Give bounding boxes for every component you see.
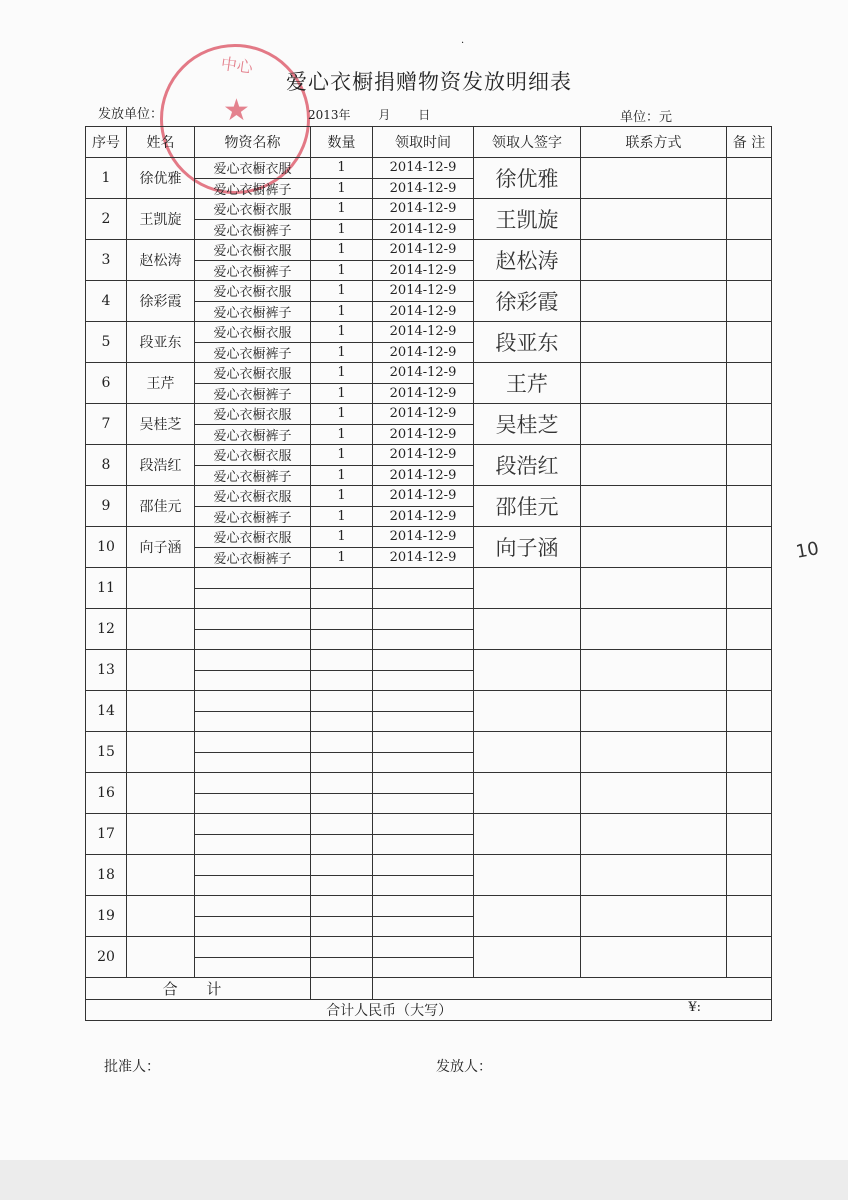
receive-date: 2014-12-9 [373, 547, 474, 568]
item-quantity: 1 [311, 301, 373, 322]
receive-date: 2014-12-9 [373, 424, 474, 445]
issuer-unit-label: 发放单位： [98, 107, 164, 122]
rmb-total-cell [86, 1000, 772, 1021]
document-title: 爱心衣橱捐赠物资发放明细表 [286, 70, 572, 94]
contact-cell [581, 732, 727, 773]
row-number: 10 [86, 527, 127, 568]
signature-cell [474, 855, 581, 896]
item-name: 爱心衣橱裤子 [195, 547, 311, 568]
remark-cell [727, 486, 772, 527]
receive-date: 2014-12-9 [373, 465, 474, 486]
item-quantity [311, 773, 373, 794]
table-row [86, 896, 772, 917]
remark-cell [727, 691, 772, 732]
signature-cell [474, 691, 581, 732]
contact-cell [581, 773, 727, 814]
receive-date: 2014-12-9 [373, 383, 474, 404]
handwritten-signature: 段亚东 [495, 331, 559, 355]
item-name: 爱心衣橱裤子 [195, 506, 311, 527]
table-row [86, 322, 772, 343]
receive-date [373, 752, 474, 773]
signature-cell [474, 486, 581, 527]
item-quantity [311, 650, 373, 671]
table-row [86, 814, 772, 835]
item-quantity [311, 588, 373, 609]
item-name: 爱心衣橱衣服 [195, 445, 311, 466]
receive-date: 2014-12-9 [373, 240, 474, 261]
item-name: 爱心衣橱裤子 [195, 424, 311, 445]
row-number: 20 [86, 937, 127, 978]
receive-date [373, 855, 474, 876]
handwritten-signature: 段浩红 [495, 454, 559, 478]
row-number: 8 [86, 445, 127, 486]
scan-bottom-edge [0, 1160, 848, 1200]
issue-day: 日 [418, 108, 431, 122]
row-number: 13 [86, 650, 127, 691]
table-row [86, 691, 772, 712]
recipient-name [127, 896, 195, 937]
item-quantity [311, 875, 373, 896]
issue-month: 月 [378, 108, 391, 122]
remark-cell [727, 527, 772, 568]
row-number: 17 [86, 814, 127, 855]
item-name: 爱心衣橱裤子 [195, 342, 311, 363]
row-number: 5 [86, 322, 127, 363]
signature-cell [474, 404, 581, 445]
table-row [86, 773, 772, 794]
receive-date [373, 793, 474, 814]
item-quantity [311, 834, 373, 855]
contact-cell [581, 322, 727, 363]
item-name [195, 814, 311, 835]
row-number: 18 [86, 855, 127, 896]
receive-date [373, 957, 474, 978]
item-quantity [311, 793, 373, 814]
table-row [86, 937, 772, 958]
item-quantity: 1 [311, 506, 373, 527]
remark-cell [727, 158, 772, 199]
remark-cell [727, 814, 772, 855]
recipient-name: 徐彩霞 [127, 281, 195, 322]
item-name [195, 855, 311, 876]
contact-cell [581, 855, 727, 896]
remark-cell [727, 650, 772, 691]
remark-cell [727, 568, 772, 609]
item-quantity [311, 629, 373, 650]
item-name: 爱心衣橱衣服 [195, 281, 311, 302]
item-quantity: 1 [311, 178, 373, 199]
item-name [195, 650, 311, 671]
scan-dot: · [461, 38, 465, 49]
item-quantity [311, 691, 373, 712]
col-header-date: 领取时间 [373, 127, 474, 158]
table-row [86, 281, 772, 302]
item-name [195, 834, 311, 855]
item-name: 爱心衣橱裤子 [195, 383, 311, 404]
table-row [86, 855, 772, 876]
contact-cell [581, 199, 727, 240]
contact-cell [581, 281, 727, 322]
signature-cell [474, 199, 581, 240]
remark-cell [727, 281, 772, 322]
signature-cell [474, 527, 581, 568]
receive-date: 2014-12-9 [373, 178, 474, 199]
receive-date [373, 814, 474, 835]
recipient-name [127, 568, 195, 609]
signature-cell [474, 158, 581, 199]
receive-date: 2014-12-9 [373, 301, 474, 322]
row-number: 11 [86, 568, 127, 609]
signature-cell [474, 896, 581, 937]
table-row [86, 240, 772, 261]
item-quantity: 1 [311, 322, 373, 343]
recipient-name [127, 855, 195, 896]
recipient-name: 段亚东 [127, 322, 195, 363]
item-quantity: 1 [311, 158, 373, 179]
item-quantity [311, 609, 373, 630]
remark-cell [727, 240, 772, 281]
receive-date [373, 834, 474, 855]
item-name [195, 588, 311, 609]
issue-year: 2013年 [308, 108, 351, 122]
signature-cell [474, 732, 581, 773]
item-name: 爱心衣橱衣服 [195, 158, 311, 179]
contact-cell [581, 486, 727, 527]
approver-label: 批准人： [104, 1059, 160, 1075]
signature-cell [474, 773, 581, 814]
item-quantity [311, 855, 373, 876]
receive-date [373, 773, 474, 794]
table-row [86, 650, 772, 671]
item-name: 爱心衣橱衣服 [195, 322, 311, 343]
item-name [195, 937, 311, 958]
signature-cell [474, 240, 581, 281]
item-name: 爱心衣橱衣服 [195, 486, 311, 507]
issue-date [308, 106, 454, 123]
item-name [195, 916, 311, 937]
receive-date: 2014-12-9 [373, 363, 474, 384]
item-quantity [311, 814, 373, 835]
receive-date: 2014-12-9 [373, 281, 474, 302]
recipient-name [127, 650, 195, 691]
receive-date [373, 568, 474, 589]
table-body [86, 158, 772, 978]
table-row [86, 445, 772, 466]
item-name: 爱心衣橱衣服 [195, 527, 311, 548]
handwritten-signature: 邵佳元 [495, 495, 559, 519]
item-quantity [311, 732, 373, 753]
receive-date [373, 629, 474, 650]
item-quantity: 1 [311, 547, 373, 568]
table-row [86, 199, 772, 220]
item-name [195, 670, 311, 691]
row-number: 1 [86, 158, 127, 199]
item-name [195, 691, 311, 712]
recipient-name [127, 732, 195, 773]
receive-date [373, 937, 474, 958]
seal-lettering: 中心 [219, 53, 255, 78]
item-quantity [311, 916, 373, 937]
item-quantity: 1 [311, 465, 373, 486]
receive-date [373, 691, 474, 712]
item-quantity: 1 [311, 260, 373, 281]
remark-cell [727, 732, 772, 773]
contact-cell [581, 896, 727, 937]
receive-date: 2014-12-9 [373, 486, 474, 507]
recipient-name: 段浩红 [127, 445, 195, 486]
contact-cell [581, 691, 727, 732]
col-header-no: 序号 [86, 127, 127, 158]
col-header-qty: 数量 [311, 127, 373, 158]
receive-date: 2014-12-9 [373, 158, 474, 179]
handwritten-signature: 赵松涛 [495, 249, 559, 273]
item-name [195, 629, 311, 650]
item-name [195, 896, 311, 917]
item-name: 爱心衣橱裤子 [195, 301, 311, 322]
handwritten-signature: 王芹 [506, 372, 548, 396]
item-name: 爱心衣橱衣服 [195, 404, 311, 425]
yen-label: ¥: [688, 1000, 701, 1015]
rmb-total-label: 合计人民币（大写） [326, 1003, 453, 1019]
recipient-name [127, 814, 195, 855]
table-row [86, 486, 772, 507]
row-number: 2 [86, 199, 127, 240]
recipient-name: 向子涵 [127, 527, 195, 568]
item-quantity: 1 [311, 424, 373, 445]
table-header-row [86, 127, 772, 158]
row-number: 3 [86, 240, 127, 281]
remark-cell [727, 363, 772, 404]
signature-cell [474, 814, 581, 855]
handwritten-signature: 徐优雅 [495, 167, 559, 191]
total-row [86, 978, 772, 1000]
recipient-name: 吴桂芝 [127, 404, 195, 445]
contact-cell [581, 158, 727, 199]
remark-cell [727, 773, 772, 814]
item-quantity: 1 [311, 199, 373, 220]
item-name: 爱心衣橱裤子 [195, 465, 311, 486]
receive-date [373, 711, 474, 732]
item-name [195, 773, 311, 794]
receive-date: 2014-12-9 [373, 506, 474, 527]
signature-cell [474, 281, 581, 322]
remark-cell [727, 404, 772, 445]
contact-cell [581, 609, 727, 650]
row-number: 7 [86, 404, 127, 445]
item-quantity: 1 [311, 219, 373, 240]
seal-star-icon: ★ [223, 93, 250, 128]
item-name: 爱心衣橱衣服 [195, 363, 311, 384]
row-number: 16 [86, 773, 127, 814]
item-quantity [311, 937, 373, 958]
item-name [195, 732, 311, 753]
item-quantity [311, 670, 373, 691]
contact-cell [581, 527, 727, 568]
row-number: 6 [86, 363, 127, 404]
recipient-name [127, 773, 195, 814]
receive-date: 2014-12-9 [373, 260, 474, 281]
recipient-name: 王芹 [127, 363, 195, 404]
row-number: 9 [86, 486, 127, 527]
receive-date [373, 670, 474, 691]
contact-cell [581, 445, 727, 486]
item-quantity: 1 [311, 486, 373, 507]
item-quantity: 1 [311, 527, 373, 548]
distribution-table [85, 126, 772, 1021]
contact-cell [581, 650, 727, 691]
signature-cell [474, 445, 581, 486]
receive-date [373, 916, 474, 937]
table-row [86, 609, 772, 630]
receive-date [373, 588, 474, 609]
item-quantity: 1 [311, 383, 373, 404]
signature-cell [474, 609, 581, 650]
col-header-item: 物资名称 [195, 127, 311, 158]
item-quantity: 1 [311, 281, 373, 302]
issuer-signature-label: 发放人： [436, 1059, 492, 1075]
currency-unit-label: 单位：元 [620, 110, 673, 125]
receive-date: 2014-12-9 [373, 445, 474, 466]
receive-date [373, 896, 474, 917]
row-number: 4 [86, 281, 127, 322]
signature-cell [474, 363, 581, 404]
receive-date: 2014-12-9 [373, 342, 474, 363]
receive-date [373, 732, 474, 753]
total-qty-cell [311, 978, 373, 1000]
remark-cell [727, 445, 772, 486]
recipient-name [127, 691, 195, 732]
remark-cell [727, 896, 772, 937]
item-name [195, 568, 311, 589]
receive-date: 2014-12-9 [373, 219, 474, 240]
item-name [195, 957, 311, 978]
row-number: 15 [86, 732, 127, 773]
contact-cell [581, 363, 727, 404]
total-blank-cell [373, 978, 772, 1000]
item-quantity: 1 [311, 342, 373, 363]
recipient-name: 王凯旋 [127, 199, 195, 240]
remark-cell [727, 609, 772, 650]
table-row [86, 527, 772, 548]
row-number: 19 [86, 896, 127, 937]
remark-cell [727, 937, 772, 978]
item-quantity: 1 [311, 240, 373, 261]
handwritten-signature: 向子涵 [495, 536, 559, 560]
receive-date [373, 609, 474, 630]
item-quantity [311, 568, 373, 589]
item-quantity [311, 957, 373, 978]
item-quantity [311, 711, 373, 732]
handwritten-signature: 吴桂芝 [495, 413, 559, 437]
remark-cell [727, 855, 772, 896]
total-label: 合 计 [162, 980, 234, 998]
recipient-name: 徐优雅 [127, 158, 195, 199]
contact-cell [581, 937, 727, 978]
item-name: 爱心衣橱裤子 [195, 219, 311, 240]
handwritten-margin-note: 10 [794, 538, 821, 563]
recipient-name [127, 609, 195, 650]
col-header-name: 姓名 [127, 127, 195, 158]
remark-cell [727, 199, 772, 240]
item-quantity: 1 [311, 404, 373, 425]
handwritten-signature: 徐彩霞 [495, 290, 559, 314]
col-header-signature: 领取人签字 [474, 127, 581, 158]
receive-date [373, 875, 474, 896]
item-name: 爱心衣橱衣服 [195, 240, 311, 261]
recipient-name [127, 937, 195, 978]
item-quantity [311, 896, 373, 917]
item-name: 爱心衣橱衣服 [195, 199, 311, 220]
item-name [195, 875, 311, 896]
item-name [195, 711, 311, 732]
signature-cell [474, 322, 581, 363]
col-header-remark: 备 注 [727, 127, 772, 158]
item-quantity: 1 [311, 363, 373, 384]
signature-cell [474, 568, 581, 609]
table-row [86, 732, 772, 753]
item-name [195, 793, 311, 814]
table-row [86, 568, 772, 589]
item-name [195, 609, 311, 630]
table-row [86, 158, 772, 179]
item-name: 爱心衣橱裤子 [195, 260, 311, 281]
recipient-name: 邵佳元 [127, 486, 195, 527]
contact-cell [581, 240, 727, 281]
signature-cell [474, 650, 581, 691]
remark-cell [727, 322, 772, 363]
row-number: 12 [86, 609, 127, 650]
receive-date: 2014-12-9 [373, 404, 474, 425]
receive-date: 2014-12-9 [373, 322, 474, 343]
item-quantity: 1 [311, 445, 373, 466]
item-name: 爱心衣橱裤子 [195, 178, 311, 199]
signature-cell [474, 937, 581, 978]
contact-cell [581, 814, 727, 855]
table-row [86, 363, 772, 384]
contact-cell [581, 404, 727, 445]
contact-cell [581, 568, 727, 609]
item-quantity [311, 752, 373, 773]
receive-date: 2014-12-9 [373, 527, 474, 548]
handwritten-signature: 王凯旋 [495, 208, 559, 232]
item-name [195, 752, 311, 773]
rmb-total-row [86, 1000, 772, 1021]
table-row [86, 404, 772, 425]
col-header-contact: 联系方式 [581, 127, 727, 158]
total-label-cell [86, 978, 311, 1000]
row-number: 14 [86, 691, 127, 732]
receive-date [373, 650, 474, 671]
receive-date: 2014-12-9 [373, 199, 474, 220]
recipient-name: 赵松涛 [127, 240, 195, 281]
